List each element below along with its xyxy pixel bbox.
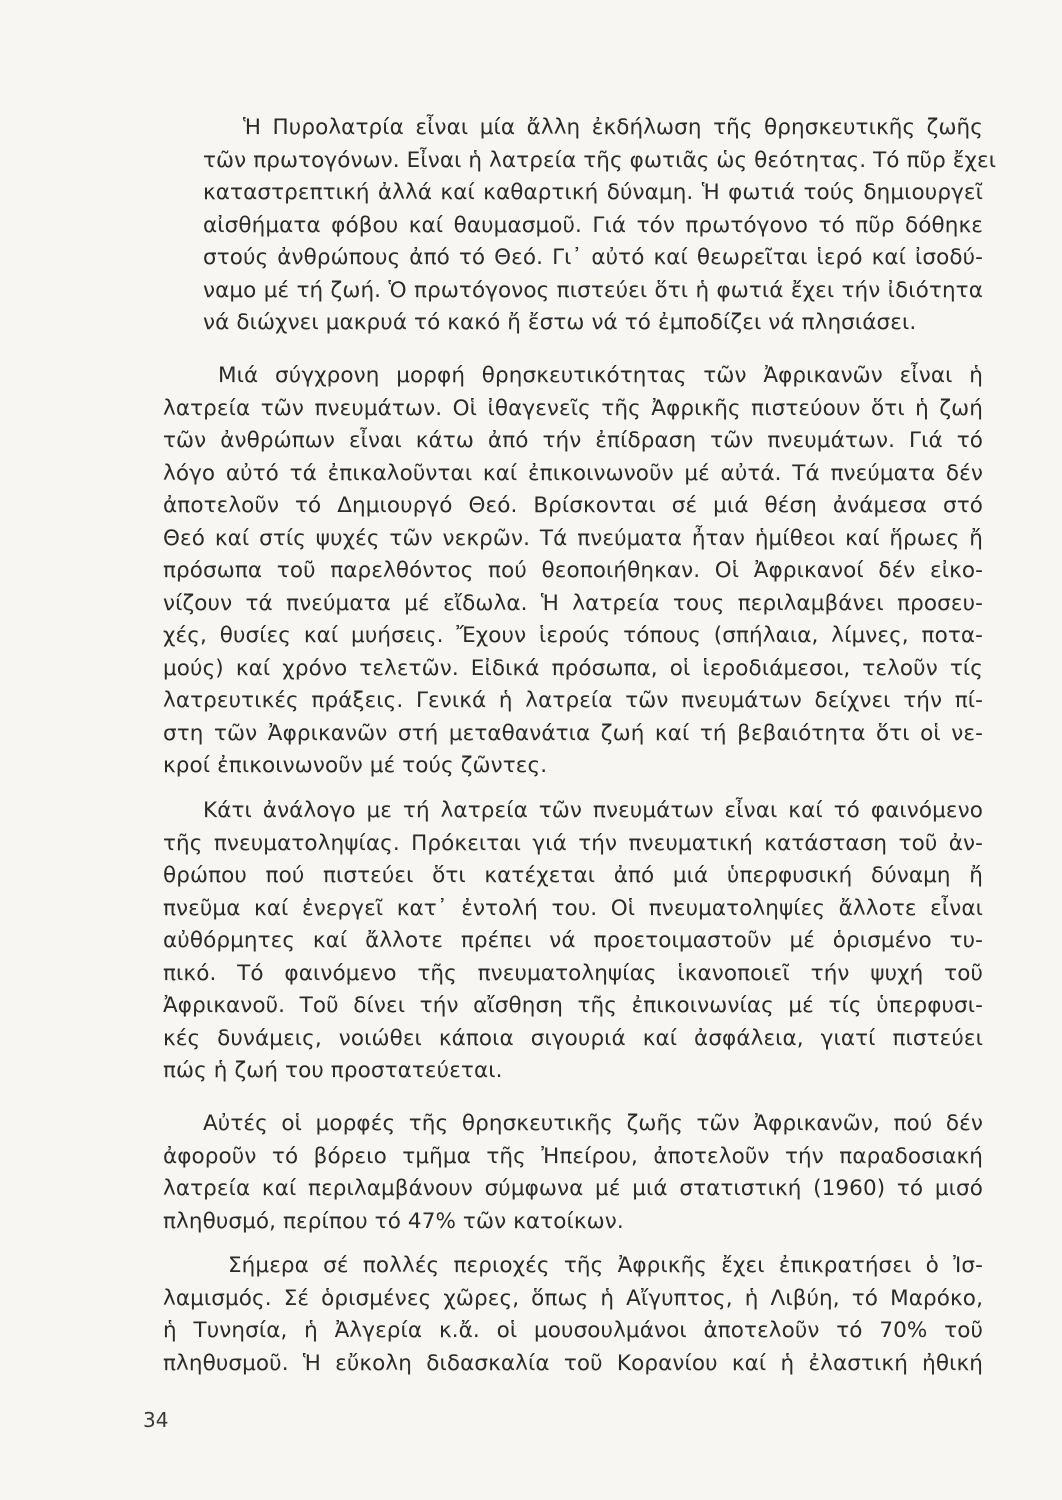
text-line: τῆς πνευματοληψίας. Πρόκειται γιά τήν πνευματική κατάσταση τοῦ ἀν-	[163, 830, 983, 856]
text-line: πνεῦμα καί ἐνεργεῖ κατ᾽ ἐντολή του. Οἱ πνευματοληψίες ἄλλοτε εἶναι	[163, 895, 983, 921]
paragraph-pyrolatry	[163, 112, 997, 340]
text-line: τῶν πρωτογόνων. Εἶναι ἡ λατρεία τῆς φωτιᾶς ὡς θεότητας. Τό πῦρ ἔχει	[203, 147, 997, 173]
text-line: καταστρεπτική ἀλλά καί καθαρτική δύναμη. Ἡ φωτιά τούς δημιουργεῖ	[203, 180, 983, 205]
text-line: αἰσθήματα φόβου καί θαυμασμοῦ. Γιά τόν πρωτόγονο τό πῦρ δόθηκε	[203, 212, 983, 238]
paragraph-spirit-worship	[163, 360, 983, 783]
text-line: ναμο μέ τή ζωή. Ὁ πρωτόγονος πιστεύει ὅτι ἡ φωτιά ἔχει τήν ἰδιότητα	[203, 277, 983, 303]
text-line: ἀφοροῦν τό βόρειο τμῆμα τῆς Ἠπείρου, ἀποτελοῦν τήν παραδοσιακή	[163, 1143, 983, 1169]
text-line: πρόσωπα τοῦ παρελθόντος πού θεοποιήθηκαν. Οἱ Ἀφρικανοί δέν εἰκο-	[163, 558, 983, 583]
text-line: Σήμερα σέ πολλές περιοχές τῆς Ἀφρικῆς ἔχει ἐπικρατήσει ὁ Ἰσ-	[228, 1253, 983, 1278]
text-line: Ἀφρικανοῦ. Τοῦ δίνει τήν αἴσθηση τῆς ἐπικοινωνίας μέ τίς ὑπερφυσι-	[163, 993, 983, 1018]
paragraph-spirit-possession	[163, 795, 983, 1088]
paragraph-islam	[163, 1250, 983, 1380]
text-line: μούς) καί χρόνο τελετῶν. Εἰδικά πρόσωπα, οἱ ἱεροδιάμεσοι, τελοῦν τίς	[163, 655, 983, 681]
text-line: Κάτι ἀνάλογο με τή λατρεία τῶν πνευμάτων εἶναι καί τό φαινόμενο	[203, 798, 983, 823]
text-line: κές δυνάμεις, νοιώθει κάποια σιγουριά καί ἀσφάλεια, γιατί πιστεύει	[163, 1025, 983, 1051]
text-line: λαμισμός. Σέ ὁρισμένες χῶρες, ὅπως ἡ Αἴγυπτος, ἡ Λιβύη, τό Μαρόκο,	[163, 1285, 983, 1311]
text-line: πικό. Τό φαινόμενο τῆς πνευματοληψίας ἱκανοποιεῖ τήν ψυχή τοῦ	[163, 960, 983, 986]
text-line: λατρευτικές πράξεις. Γενικά ἡ λατρεία τῶν πνευμάτων δείχνει τήν πί-	[163, 688, 983, 713]
text-line: Ἡ Πυρολατρία εἶναι μία ἄλλη ἐκδήλωση τῆς θρησκευτικῆς ζωῆς	[243, 115, 983, 140]
text-line: ἡ Τυνησία, ἡ Ἀλγερία κ.ἄ. οἱ μουσουλμάνοι ἀποτελοῦν τό 70% τοῦ	[163, 1318, 983, 1343]
text-line: στούς ἀνθρώπους ἀπό τό Θεό. Γι᾽ αὐτό καί θεωρεῖται ἱερό καί ἰσοδύ-	[203, 245, 983, 270]
text-line: λατρεία τῶν πνευμάτων. Οἱ ἰθαγενεῖς τῆς Ἀφρικῆς πιστεύουν ὅτι ἡ ζωή	[163, 395, 983, 421]
text-line: πληθυσμό, περίπου τό 47% τῶν κατοίκων.	[163, 1208, 624, 1234]
text-line: νά διώχνει μακρυά τό κακό ἤ ἔστω νά τό ἐμποδίζει νά πλησιάσει.	[203, 310, 917, 335]
text-line: λόγο αὐτό τά ἐπικαλοῦνται καί ἐπικοινωνοῦν μέ αὐτά. Τά πνεύματα δέν	[163, 460, 983, 486]
text-line: στη τῶν Ἀφρικανῶν στή μεταθανάτια ζωή καί τή βεβαιότητα ὅτι οἱ νε-	[163, 720, 983, 746]
text-line: Θεό καί στίς ψυχές τῶν νεκρῶν. Τά πνεύματα ἦταν ἡμίθεοι καί ἥρωες ἤ	[163, 525, 983, 551]
text-line: πώς ἡ ζωή του προστατεύεται.	[163, 1058, 503, 1083]
text-line: νίζουν τά πνεύματα μέ εἴδωλα. Ἡ λατρεία τους περιλαμβάνει προσευ-	[163, 590, 983, 616]
text-line: ἀποτελοῦν τό Δημιουργό Θεό. Βρίσκονται σέ μιά θέση ἀνάμεσα στό	[163, 493, 983, 518]
text-line: θρώπου πού πιστεύει ὅτι κατέχεται ἀπό μιά ὑπερφυσική δύναμη ἤ	[163, 863, 983, 888]
text-line: κροί ἐπικοινωνοῦν μέ τούς ζῶντες.	[163, 753, 548, 778]
text-line: αὐθόρμητες καί ἄλλοτε πρέπει νά προετοιμαστοῦν μέ ὁρισμένο τυ-	[163, 928, 983, 953]
text-line: χές, θυσίες καί μυήσεις. Ἔχουν ἱερούς τόπους (σπήλαια, λίμνες, ποτα-	[163, 623, 983, 648]
text-line: Μιά σύγχρονη μορφή θρησκευτικότητας τῶν Ἀφρικανῶν εἶναι ἡ	[218, 363, 983, 388]
text-line: λατρεία καί περιλαμβάνουν σύμφωνα μέ μιά στατιστική (1960) τό μισό	[163, 1176, 983, 1201]
paragraph-traditional-religion	[163, 1108, 983, 1238]
text-line: τῶν ἀνθρώπων εἶναι κάτω ἀπό τήν ἐπίδραση τῶν πνευμάτων. Γιά τό	[163, 428, 983, 453]
page-number: 34	[143, 1408, 169, 1432]
text-line: Αὐτές οἱ μορφές τῆς θρησκευτικῆς ζωῆς τῶν Ἀφρικανῶν, πού δέν	[203, 1111, 983, 1136]
text-line: πληθυσμοῦ. Ἡ εὔκολη διδασκαλία τοῦ Κορανίου καί ἡ ἐλαστική ἠθική	[163, 1350, 983, 1376]
